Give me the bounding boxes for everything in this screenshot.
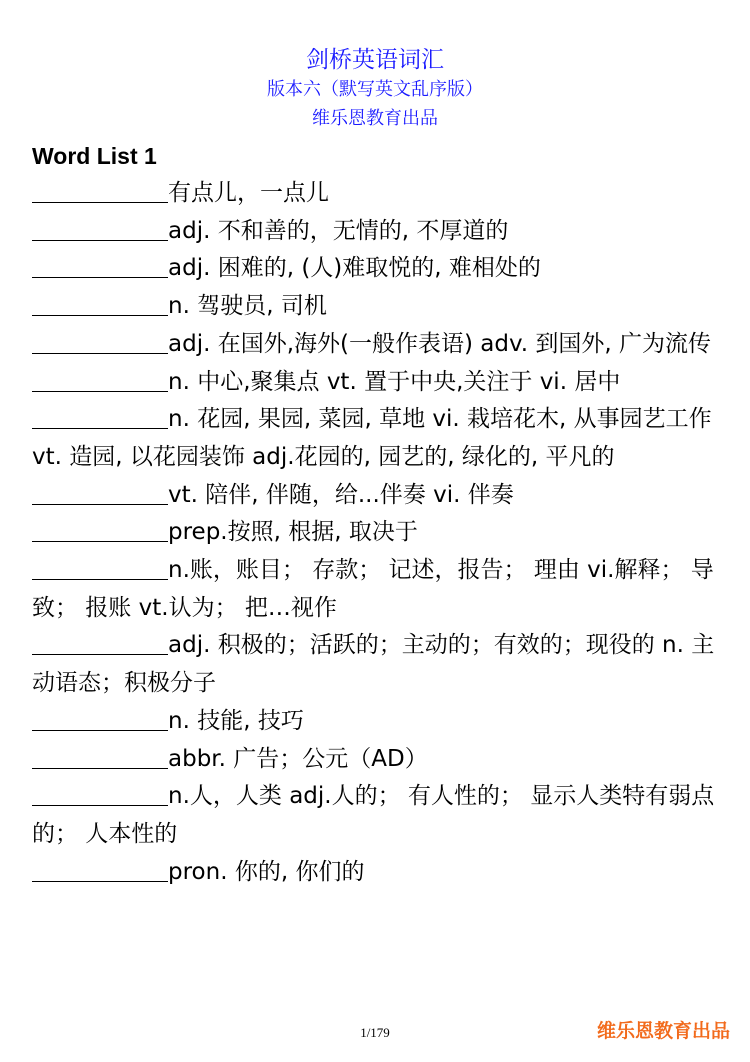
answer-blank-line bbox=[32, 291, 168, 316]
publisher-line: 维乐恩教育出品 bbox=[312, 108, 438, 129]
answer-blank-line bbox=[32, 517, 168, 542]
word-list-heading: Word List 1 bbox=[32, 143, 157, 169]
entry-definition: n. 技能, 技巧 bbox=[168, 707, 304, 734]
answer-blank-line bbox=[32, 706, 168, 731]
entry-definition: vt. 陪伴, 伴随，给...伴奏 vi. 伴奏 bbox=[168, 481, 514, 508]
entry-definition: abbr. 广告；公元（AD） bbox=[168, 745, 428, 772]
entry-definition: n.账，账目； 存款； 记述，报告； 理由 vi.解释； 导致； 报账 vt.认为； 把…视作 bbox=[32, 557, 714, 621]
vocabulary-entry bbox=[32, 364, 732, 402]
answer-blank-line bbox=[32, 404, 168, 429]
entry-definition: adj. 在国外,海外(一般作表语) adv. 到国外, 广为流传 bbox=[168, 330, 712, 357]
vocabulary-entry bbox=[32, 778, 732, 853]
document-subtitle: 版本六（默写英文乱序版） bbox=[267, 79, 483, 100]
entry-definition: adj. 积极的；活跃的；主动的；有效的；现役的 n. 主动语态；积极分子 bbox=[32, 632, 715, 697]
vocabulary-entry bbox=[32, 288, 732, 326]
page-number: 1/179 bbox=[360, 1025, 390, 1040]
answer-blank-line bbox=[32, 367, 168, 392]
document-header bbox=[0, 44, 750, 134]
vocabulary-entry bbox=[32, 175, 732, 213]
answer-blank-line bbox=[32, 480, 168, 505]
vocabulary-entry bbox=[32, 854, 732, 892]
answer-blank-line bbox=[32, 744, 168, 769]
answer-blank-line bbox=[32, 178, 168, 203]
document-title: 剑桥英语词汇 bbox=[306, 47, 444, 73]
answer-blank-line bbox=[32, 781, 168, 806]
entry-definition: n. 花园, 果园, 菜园, 草地 vi. 栽培花木, 从事园艺工作 vt. 造园, 以花园装饰 adj.花园的, 园艺的, 绿化的, 平凡的 bbox=[32, 406, 719, 470]
vocabulary-entry bbox=[32, 552, 732, 627]
answer-blank-line bbox=[32, 329, 168, 354]
vocabulary-entry bbox=[32, 213, 732, 251]
entry-definition: adj. 困难的, (人)难取悦的, 难相处的 bbox=[168, 255, 541, 282]
answer-blank-line bbox=[32, 630, 168, 655]
vocabulary-entry bbox=[32, 627, 732, 702]
vocabulary-entry bbox=[32, 703, 732, 741]
watermark-logo: 维乐恩教育出品 bbox=[596, 1020, 730, 1042]
answer-blank-line bbox=[32, 216, 168, 241]
answer-blank-line bbox=[32, 857, 168, 882]
vocabulary-entry bbox=[32, 514, 732, 552]
vocabulary-entry bbox=[32, 401, 732, 476]
vocabulary-entry bbox=[32, 741, 732, 779]
answer-blank-line bbox=[32, 253, 168, 278]
answer-blank-line bbox=[32, 555, 168, 580]
vocabulary-entry bbox=[32, 477, 732, 515]
entry-definition: prep.按照, 根据, 取决于 bbox=[168, 519, 418, 546]
vocabulary-list bbox=[32, 175, 732, 891]
entry-definition: n. 中心,聚集点 vt. 置于中央,关注于 vi. 居中 bbox=[168, 368, 621, 395]
vocabulary-entry bbox=[32, 250, 732, 288]
entry-definition: adj. 不和善的，无情的, 不厚道的 bbox=[168, 217, 509, 244]
entry-definition: 有点儿，一点儿 bbox=[168, 180, 329, 206]
entry-definition: n.人，人类 adj.人的； 有人性的； 显示人类特有弱点的； 人本性的 bbox=[32, 783, 715, 847]
entry-definition: pron. 你的, 你们的 bbox=[168, 858, 365, 885]
entry-definition: n. 驾驶员, 司机 bbox=[168, 293, 327, 320]
vocabulary-entry bbox=[32, 326, 732, 364]
